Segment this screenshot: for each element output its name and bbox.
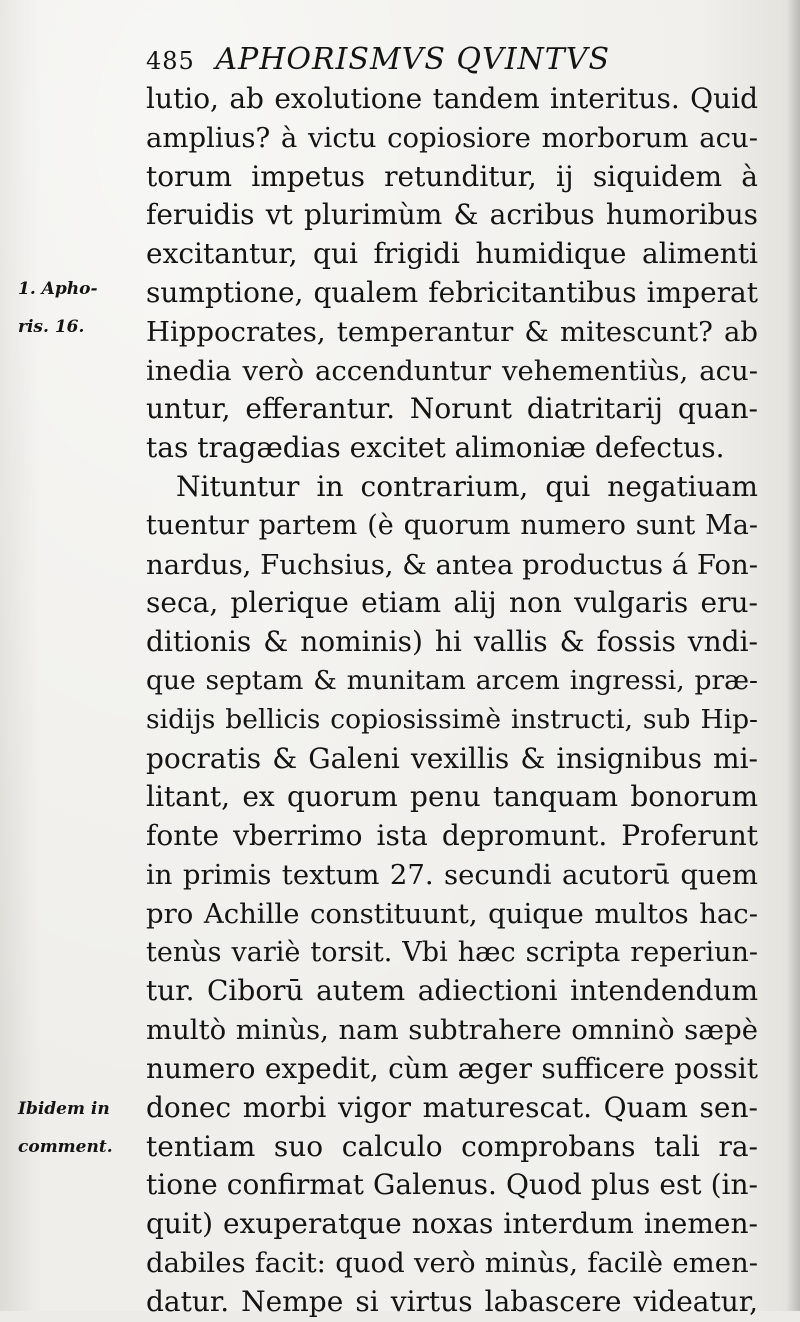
text-line: litant, ex quorum penu tanquam bonorum [146,780,758,814]
marginal-note-line: Ibidem in [18,1099,110,1119]
body-text [146,80,758,1322]
running-header [146,42,756,82]
text-line: fonte vberrimo ista depromunt. Proferunt [146,819,758,853]
text-line: pocratis & Galeni vexillis & insignibus mi- [146,741,758,775]
text-line: quit) exuperatque noxas interdum inemen- [146,1207,758,1241]
marginal-note-line: comment. [18,1137,113,1157]
text-line: torum impetus retunditur, ij siquidem à [146,159,758,193]
marginal-note-line: 1. Apho- [18,279,98,299]
text-line: sidijs bellicis copiosissimè instructi, sub Hip- [146,703,758,735]
text-line: Nituntur in contrarium, qui negatiuam [176,469,758,503]
text-line: que septam & munitam arcem ingressi, præ- [146,664,758,696]
text-line: excitantur, qui frigidi humidique alimenti [146,237,758,271]
text-line: dabiles facit: quod verò minùs, facilè emen- [146,1246,758,1279]
text-line: multò minùs, nam subtrahere omninò sæpè [146,1014,758,1047]
text-line: sumptione, qualem febricitantibus imperat [146,275,758,309]
page-edge-shadow [786,0,800,1311]
text-line: numero expedit, cùm æger sufficere possit [146,1051,758,1085]
text-line: feruidis vt plurimùm & acribus humoribus [146,198,758,232]
text-line: ditionis & nominis) hi vallis & fossis vndi- [146,625,758,659]
text-line: tuentur partem (è quorum numero sunt Ma- [146,509,758,541]
text-line: inedia verò accenduntur vehementiùs, acu- [146,354,758,387]
marginal-note-line: ris. 16. [18,317,85,337]
text-line: seca, plerique etiam alij non vulgaris eru- [146,586,758,620]
text-line: datur. Nempe si virtus labascere videatur, [146,1284,758,1318]
marginal-note-aphorism-ref [18,270,138,346]
text-line: tur. Ciborū autem adiectioni intendendum [146,974,758,1008]
text-line: pro Achille constituunt, quique multos hac- [146,897,758,930]
text-line: untur, efferantur. Norunt diatritarij quan- [146,392,758,426]
running-title: APHORISMVS QVINTVS [215,42,611,77]
text-line: donec morbi vigor maturescat. Quam sen- [146,1090,758,1124]
text-line: tenùs variè torsit. Vbi hæc scripta reperiun- [146,936,758,968]
text-line: tas tragædias excitet alimoniæ defectus. [146,431,725,465]
text-line: Hippocrates, temperantur & mitescunt? ab [146,315,758,348]
text-line: tentiam suo calculo comprobans tali ra- [146,1129,758,1163]
text-line: in primis textum 27. secundi acutorū quem [146,858,758,891]
text-line: lutio, ab exolutione tandem interitus. Quid [146,82,758,115]
text-line: nardus, Fuchsius, & antea productus á Fon- [146,548,758,581]
marginal-note-commentary-ref [18,1090,138,1166]
page-number: 485 [146,47,195,75]
text-line: tione confirmat Galenus. Quod plus est (in- [146,1168,758,1202]
text-line: amplius? à victu copiosiore morborum acu- [146,121,758,154]
